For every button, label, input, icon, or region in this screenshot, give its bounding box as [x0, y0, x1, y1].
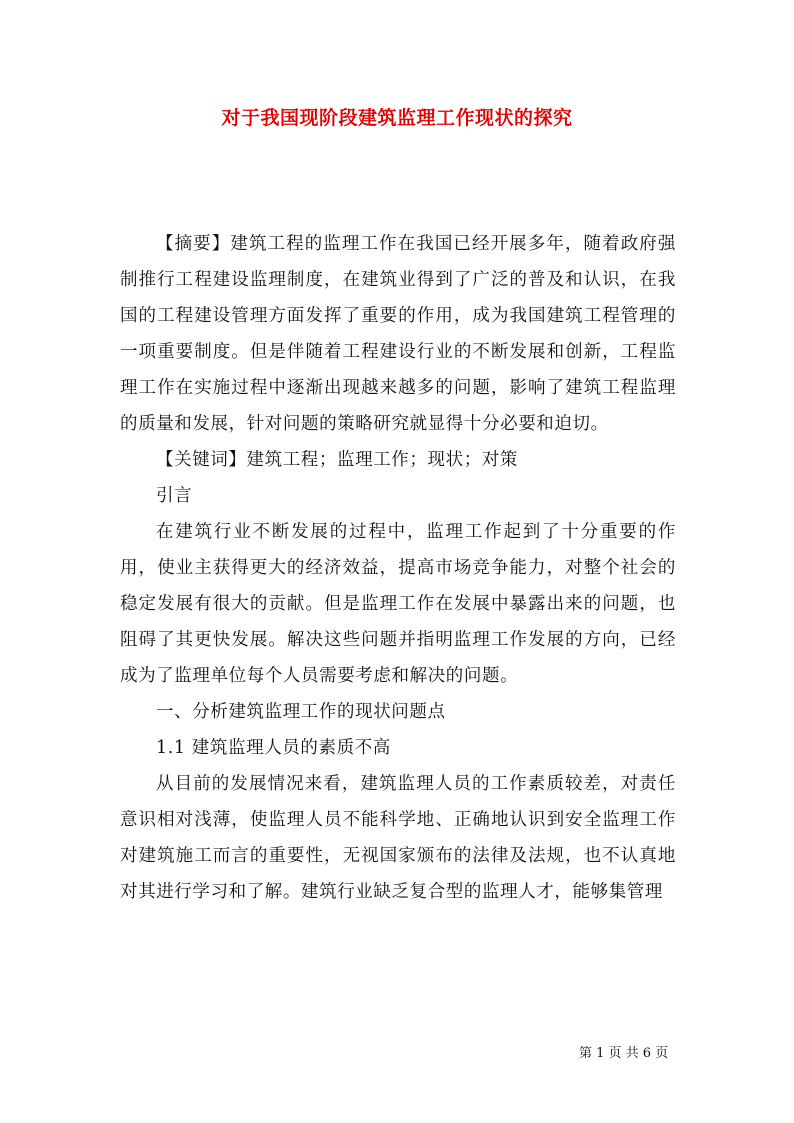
document-title: 对于我国现阶段建筑监理工作现状的探究 — [221, 107, 573, 129]
section-1-heading: 一、分析建筑监理工作的现状问题点 — [156, 702, 446, 722]
document-body — [120, 226, 676, 910]
intro-heading: 引言 — [156, 486, 193, 506]
page-indicator: 第 1 页 共 6 页 — [579, 1046, 669, 1061]
subsection-1-1-heading: 1.1 建筑监理人员的素质不高 — [156, 738, 391, 758]
keywords-paragraph: 【关键词】建筑工程；监理工作；现状；对策 — [156, 450, 518, 470]
subsection-1-1-paragraph: 从目前的发展情况来看，建筑监理人员的工作素质较差，对责任意识相对浅薄，使监理人员不能科学地、正确地认识到安全监理工作对建筑施工而言的重要性，无视国家颁布的法律及法规，也不认真地对其进行学习和了解。建筑行业缺乏复合型的监理人才，能够集管理 — [120, 774, 676, 902]
intro-paragraph: 在建筑行业不断发展的过程中，监理工作起到了十分重要的作用，使业主获得更大的经济效益，提高市场竞争能力，对整个社会的稳定发展有很大的贡献。但是监理工作在发展中暴露出来的问题，也阻碍了其更快发展。解决这些问题并指明监理工作发展的方向，已经成为了监理单位每个人员需要考虑和解决的问题。 — [120, 522, 676, 686]
abstract-paragraph: 【摘要】建筑工程的监理工作在我国已经开展多年，随着政府强制推行工程建设监理制度，在建筑业得到了广泛的普及和认识，在我国的工程建设管理方面发挥了重要的作用，成为我国建筑工程管理的一项重要制度。但是伴随着工程建设行业的不断发展和创新，工程监理工作在实施过程中逐渐出现越来越多的问题，影响了建筑工程监理的质量和发展，针对问题的策略研究就显得十分必要和迫切。 — [120, 234, 676, 434]
